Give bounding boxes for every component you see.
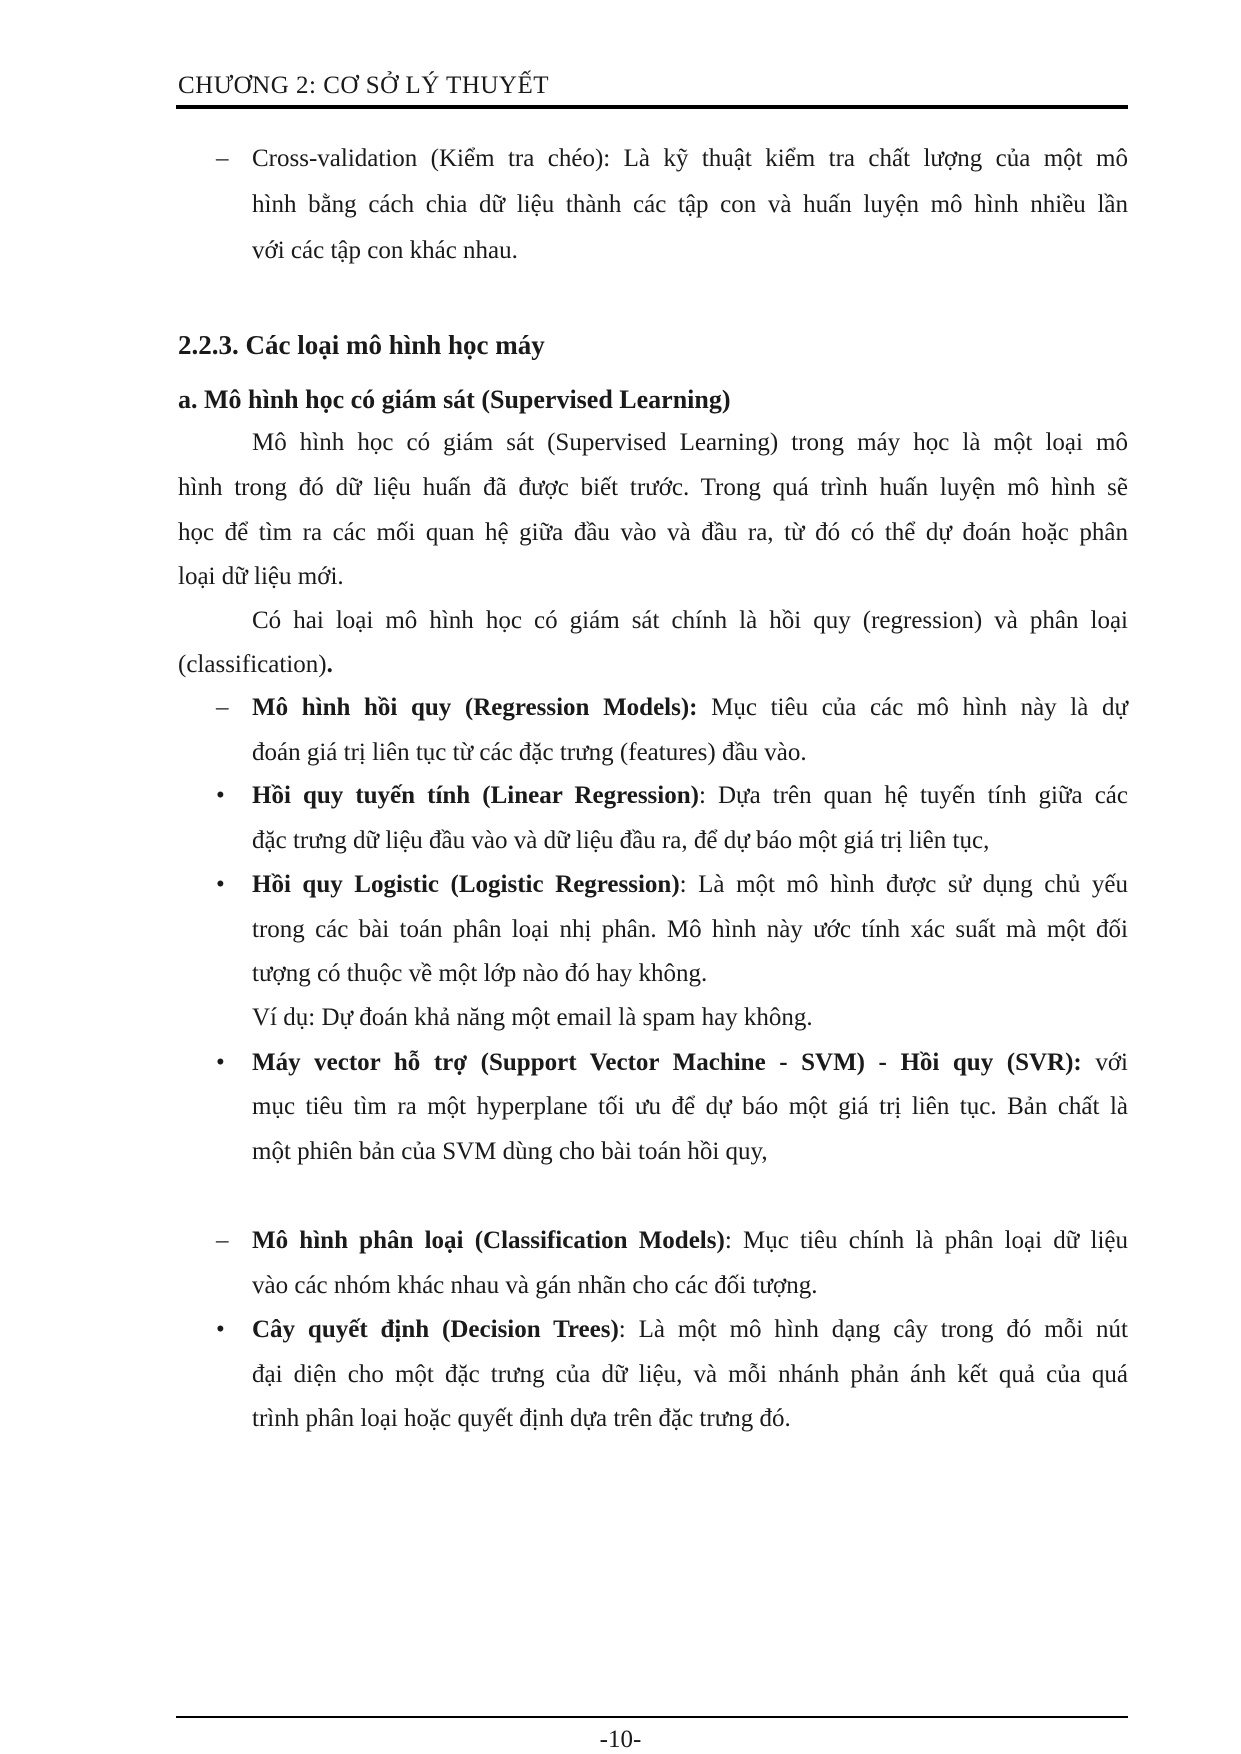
section-heading: 2.2.3. Các loại mô hình học máy (178, 330, 545, 360)
logistic-line-3: tượng có thuộc về một lớp nào đó hay không. (252, 960, 708, 987)
decision-trees-line-3: trình phân loại hoặc quyết định dựa trên đặc trưng đó. (252, 1405, 791, 1432)
decision-trees-line-1: Cây quyết định (Decision Trees): Là một mô hình dạng cây trong đó mỗi nút (252, 1316, 1129, 1343)
classification-line-2: vào các nhóm khác nhau và gán nhãn cho các đối tượng. (252, 1272, 818, 1299)
dash-marker: – (216, 694, 229, 721)
chapter-header: CHƯƠNG 2: CƠ SỞ LÝ THUYẾT (178, 72, 550, 99)
dash-marker: – (216, 145, 229, 172)
bullet-marker: • (216, 1316, 225, 1343)
header-rule (176, 105, 1128, 109)
cross-validation-line-2: hình bằng cách chia dữ liệu thành các tập con và huấn luyện mô hình nhiều lần (252, 191, 1128, 218)
two-types-line-2: (classification). (178, 651, 333, 678)
footer-rule (176, 1716, 1128, 1718)
two-types-line-1: Có hai loại mô hình học có giám sát chính là hồi quy (regression) và phân loại (252, 607, 1128, 634)
bullet-marker: • (216, 1049, 225, 1076)
intro-line-2: hình trong đó dữ liệu huấn đã được biết trước. Trong quá trình huấn luyện mô hình sẽ (178, 474, 1128, 501)
bullet-marker: • (216, 871, 225, 898)
subsection-heading: a. Mô hình học có giám sát (Supervised Learning) (178, 385, 731, 414)
dash-marker: – (216, 1227, 229, 1254)
linear-line-2: đặc trưng dữ liệu đầu vào và dữ liệu đầu ra, để dự báo một giá trị liên tục, (252, 827, 990, 854)
intro-line-4: loại dữ liệu mới. (178, 563, 344, 590)
intro-line-1: Mô hình học có giám sát (Supervised Learning) trong máy học là một loại mô (252, 429, 1128, 456)
svm-line-2: mục tiêu tìm ra một hyperplane tối ưu để dự báo một giá trị liên tục. Bản chất là (252, 1093, 1128, 1120)
page-number: -10- (599, 1726, 642, 1753)
bullet-marker: • (216, 782, 225, 809)
intro-line-3: học để tìm ra các mối quan hệ giữa đầu vào và đầu ra, từ đó có thể dự đoán hoặc phân (178, 519, 1128, 546)
regression-line-1: Mô hình hồi quy (Regression Models): Mục tiêu của các mô hình này là dự (252, 694, 1129, 721)
svm-line-3: một phiên bản của SVM dùng cho bài toán hồi quy, (252, 1138, 768, 1165)
logistic-line-1: Hồi quy Logistic (Logistic Regression): Là một mô hình được sử dụng chủ yếu (252, 871, 1129, 898)
classification-line-1: Mô hình phân loại (Classification Models): Mục tiêu chính là phân loại dữ liệu (252, 1227, 1128, 1254)
cross-validation-line-3: với các tập con khác nhau. (252, 237, 518, 264)
logistic-line-2: trong các bài toán phân loại nhị phân. Mô hình này ước tính xác suất mà một đối (252, 916, 1128, 943)
linear-line-1: Hồi quy tuyến tính (Linear Regression): Dựa trên quan hệ tuyến tính giữa các (252, 782, 1128, 809)
decision-trees-line-2: đại diện cho một đặc trưng của dữ liệu, và mỗi nhánh phản ánh kết quả của quá (252, 1361, 1128, 1388)
cross-validation-line-1: Cross-validation (Kiểm tra chéo): Là kỹ thuật kiểm tra chất lượng của một mô (252, 145, 1128, 172)
regression-line-2: đoán giá trị liên tục từ các đặc trưng (features) đầu vào. (252, 739, 807, 766)
svm-line-1: Máy vector hỗ trợ (Support Vector Machine - SVM) - Hồi quy (SVR): với (252, 1049, 1128, 1076)
logistic-example: Ví dụ: Dự đoán khả năng một email là spam hay không. (252, 1004, 813, 1031)
